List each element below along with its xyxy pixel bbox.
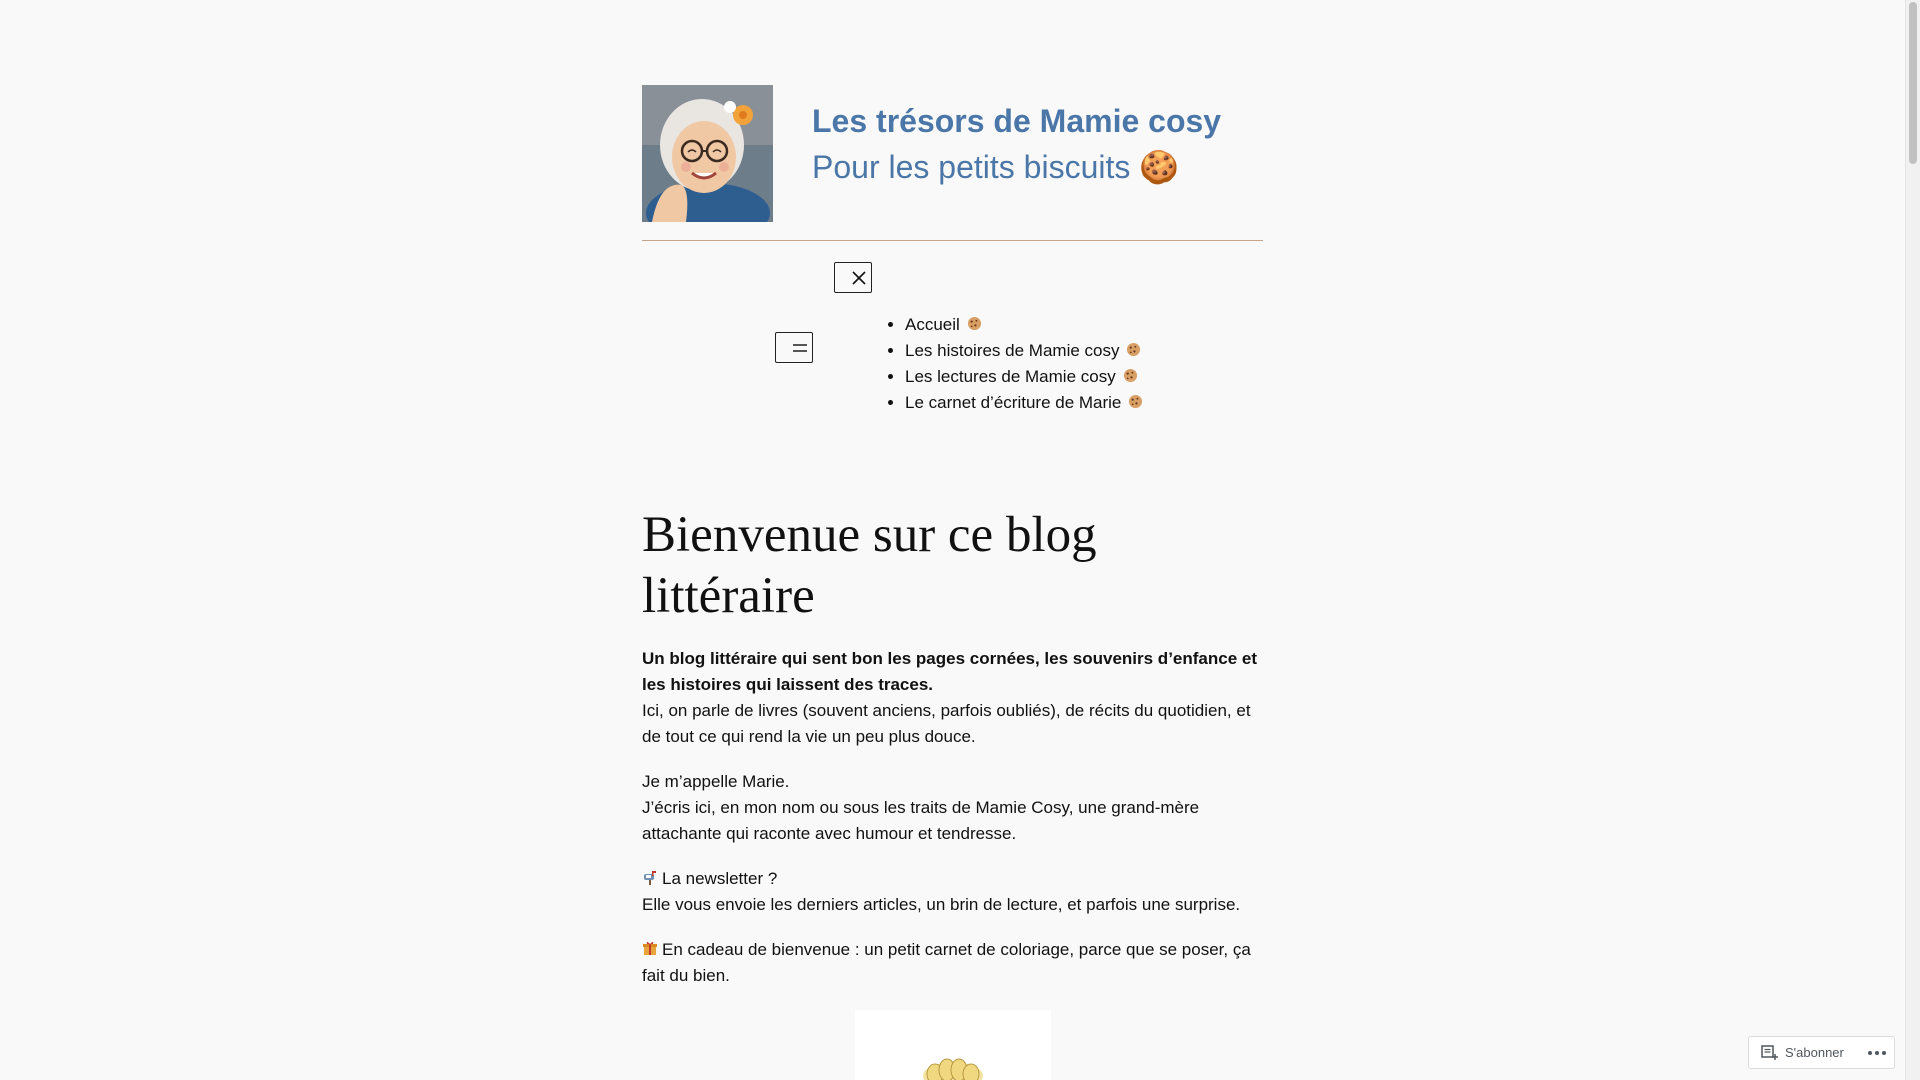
cookie-icon bbox=[1128, 394, 1143, 409]
intro-bold-text: Un blog littéraire qui sent bon les pages cornées, les souvenirs d’enfance et les histoires qui laissent des traces. bbox=[642, 649, 1258, 694]
cookie-icon bbox=[967, 316, 982, 331]
post-body bbox=[642, 646, 1263, 989]
grandma-portrait-image bbox=[642, 85, 773, 222]
about-line-1: Je m’appelle Marie. bbox=[642, 772, 790, 791]
reader-subscribe-icon bbox=[1761, 1045, 1779, 1061]
newsletter-paragraph bbox=[642, 866, 1263, 918]
cookie-icon bbox=[1126, 342, 1141, 357]
coloring-book-image[interactable] bbox=[855, 1010, 1051, 1080]
site-tagline: Pour les petits biscuits 🍪 bbox=[812, 149, 1180, 185]
intro-text: Ici, on parle de livres (souvent anciens, parfois oubliés), de récits du quotidien, et de tout ce qui rend la vie un peu plus douce. bbox=[642, 701, 1251, 746]
mailbox-icon bbox=[642, 869, 658, 885]
nav-link-lectures[interactable] bbox=[905, 367, 1138, 386]
page-scrollbar[interactable] bbox=[1905, 0, 1920, 1080]
nav-item-carnet[interactable] bbox=[905, 390, 1143, 416]
post-title: Bienvenue sur ce blog littéraire bbox=[642, 507, 1097, 624]
nav-item-label: Le carnet d’écriture de Marie bbox=[905, 393, 1122, 412]
nav-item-label: Les histoires de Mamie cosy bbox=[905, 341, 1120, 360]
navigation-menu bbox=[874, 312, 1143, 416]
nav-link-carnet[interactable] bbox=[905, 393, 1143, 412]
more-options-button[interactable] bbox=[1861, 1037, 1893, 1068]
about-line-2: J’écris ici, en mon nom ou sous les traits de Mamie Cosy, une grand-mère attachante qui raconte avec humour et tendresse. bbox=[642, 798, 1200, 843]
nav-item-label: Accueil bbox=[905, 315, 960, 334]
newsletter-text: Elle vous envoie les derniers articles, un brin de lecture, et parfois une surprise. bbox=[642, 895, 1241, 914]
subscribe-label: S'abonner bbox=[1785, 1045, 1844, 1060]
subscribe-bar bbox=[1748, 1036, 1895, 1069]
gift-text: En cadeau de bienvenue : un petit carnet de coloriage, parce que se poser, ça fait du bien. bbox=[642, 940, 1251, 985]
close-menu-button[interactable] bbox=[834, 262, 872, 293]
nav-item-label: Les lectures de Mamie cosy bbox=[905, 367, 1116, 386]
nav-link-accueil[interactable] bbox=[905, 315, 982, 334]
nav-item-lectures[interactable] bbox=[905, 364, 1143, 390]
nav-item-histoires[interactable] bbox=[905, 338, 1143, 364]
site-title[interactable]: Les trésors de Mamie cosy bbox=[812, 103, 1222, 139]
about-paragraph bbox=[642, 769, 1263, 847]
subscribe-button[interactable] bbox=[1749, 1037, 1853, 1068]
hamburger-menu-icon bbox=[782, 334, 818, 363]
intro-paragraph bbox=[642, 646, 1263, 750]
gift-paragraph bbox=[642, 937, 1263, 989]
site-logo-avatar[interactable] bbox=[642, 85, 773, 222]
nav-link-histoires[interactable] bbox=[905, 341, 1141, 360]
flower-illustration bbox=[855, 1010, 1051, 1080]
nav-item-accueil[interactable] bbox=[905, 312, 1143, 338]
more-options-icon bbox=[1867, 1050, 1887, 1056]
site-header bbox=[642, 85, 1263, 241]
header-divider bbox=[642, 240, 1263, 241]
close-icon bbox=[841, 264, 877, 293]
newsletter-title: La newsletter ? bbox=[662, 869, 778, 888]
gift-icon bbox=[642, 940, 658, 956]
scrollbar-thumb[interactable] bbox=[1909, 2, 1917, 164]
open-menu-button[interactable] bbox=[775, 332, 813, 363]
cookie-icon bbox=[1123, 368, 1138, 383]
